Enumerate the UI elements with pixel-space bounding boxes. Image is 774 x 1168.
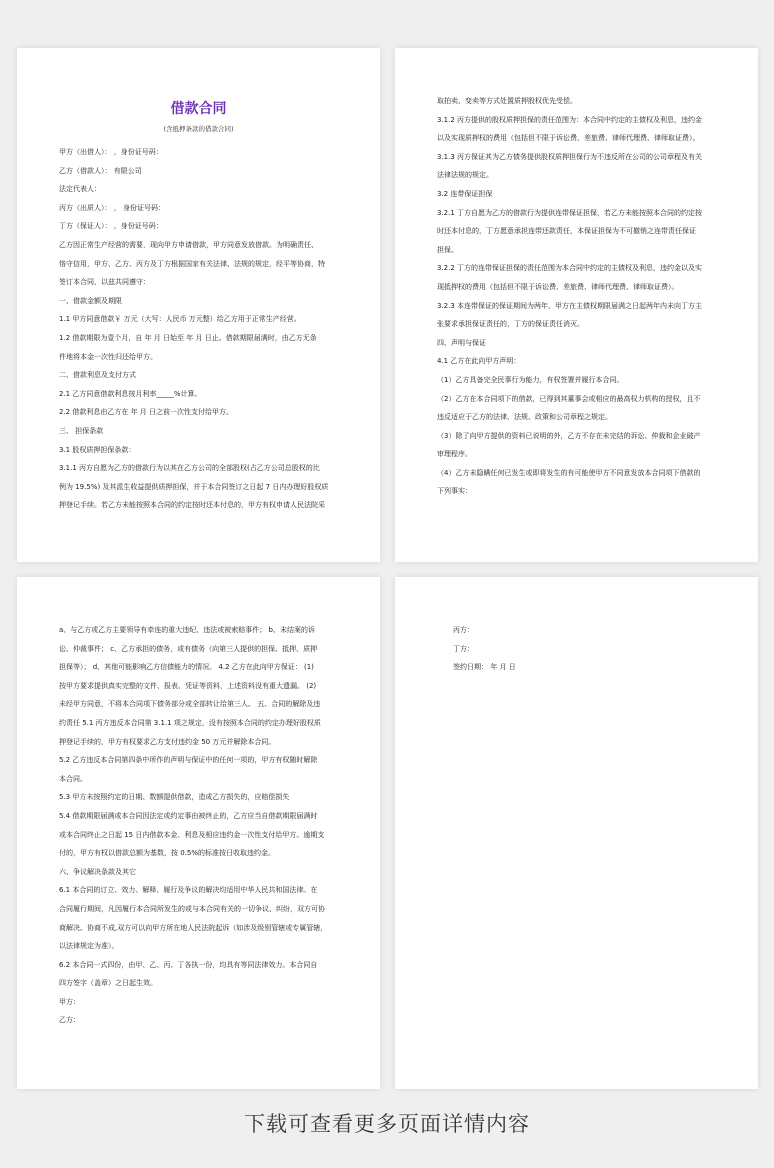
text-line: 丙方（出质人）： ， 身份证号码： [59,203,165,212]
text-line: 件地将本金一次性归还给甲方。 [59,352,157,361]
document-subtitle: (含抵押条款的借款合同) [163,125,234,133]
text-line: 乙方： [59,1016,80,1025]
text-line: 取拍卖、变卖等方式处置质押股权优先受偿。 [437,97,577,105]
text-line: 6.2 本合同一式四份，由甲、乙、丙、丁各执一份，均具有等同法律效力。本合同自 [59,960,318,969]
text-line: 以法律规定为准）。 [59,942,119,951]
text-line: 付的，甲方有权以借款总额为基数，按 0.5%的标准按日收取违约金。 [59,849,276,858]
text-line: 二、借款利息及支付方式 [59,371,136,380]
text-line: 违反适应于乙方的法律、法规、政策和公司章程之规定。 [437,413,612,422]
text-line: 约责任 5.1 丙方违反本合同第 3.1.1 项之规定，没有按照本合同的约定办理好股权质 [59,718,321,727]
text-line: （4）乙方未隐瞒任何已发生或即将发生的有可能使甲方不同意发放本合同项下借款的 [437,468,701,477]
text-line: 3.1.3 丙方保证其为乙方债务提供股权质押担保行为不违反所在公司的公司章程及有关 [437,152,703,161]
text-line: 甲方： [59,997,80,1006]
text-line: 2.1 乙方同意借款利息按月利率_____%计算。 [59,389,202,398]
text-line: 恪守信用，甲方、乙方、丙方及丁方根据国家有关法律、法规的规定，经平等协商，特 [59,259,325,268]
download-more-caption[interactable]: 下载可查看更多页面详情内容 [244,1112,530,1136]
text-line: 丁方： [453,644,474,653]
text-line: 3.2.3 本连带保证的保证期间为两年，甲方在主债权期限届满之日起两年内未向丁方主 [437,301,703,310]
text-line: 押登记手续的，甲方有权要求乙方支付违约金 50 万元并解除本合同。 [59,737,276,746]
text-line: 丁方（保证人）： ，身份证号码： [59,222,163,231]
text-line: 例为 19.5%) 及其派生收益提供质押担保，并于本合同签订之日起 7 日内办理好股权质 [59,482,329,491]
document-page-4 [395,577,758,1089]
text-line: 以及实现质押权的费用（包括但不限于诉讼费、差旅费、律师代理费、律师取证费）。 [437,134,700,143]
text-line: 现抵押权的费用（包括但不限于诉讼费、差旅费、律师代理费、律师取证费）。 [437,282,679,291]
document-page-1 [17,48,380,562]
text-line: （2）乙方在本合同项下的借款，已得到其董事会或相应的最高权力机构的授权，且不 [437,394,701,403]
text-line: 3.1.1 丙方自愿为乙方的借款行为以其在乙方公司的全部股权(占乙方公司总股权的比 [59,464,320,473]
text-line: 三、 担保条款 [59,426,104,435]
text-line: （3）除了向甲方提供的资料已说明的外，乙方不存在未完结的诉讼、仲裁和企业破产 [437,431,701,440]
text-line: 担保等）； d、其他可能影响乙方信债能力的情况。 4.2 乙方在此向甲方保证： (1) [59,663,314,672]
text-line: 一、借款金额及期限 [59,296,122,305]
text-line: 按甲方要求提供真实完整的文件、报表、凭证等资料，上述资料没有重大遗漏。 (2) [59,681,317,690]
text-line: 2.2 借款利息由乙方在 年 月 日之前一次性支付给甲方。 [59,408,234,417]
text-line: 或本合同终止之日起 15 日内借款本金、利息及相应违约金一次性支付给甲方。逾期支 [59,830,325,839]
text-line: 3.2 连带保证担保 [437,189,493,198]
text-line: 张要求承担保证责任的，丁方的保证责任消灭。 [437,320,584,329]
text-line: 押登记手续。若乙方未能按照本合同的约定按时还本付息的，甲方有权申请人民法院采 [59,501,325,510]
document-page-2 [395,48,758,562]
text-line: 丙方： [453,626,474,634]
text-line: 未经甲方同意，不将本合同项下债务部分或全部转让给第三人。 五、合同的解除及违 [59,700,321,709]
text-line: 6.1 本合同的订立、效力、解释、履行及争议的解决均适用中华人民共和国法律。在 [59,886,318,895]
text-line: 乙方因正常生产经营的需要，现向甲方申请借款，甲方同意发放借款。为明确责任、 [59,240,318,249]
document-page-3 [17,577,380,1089]
text-line: 5.2 乙方违反本合同第四条中所作的声明与保证中的任何一项的，甲方有权随时解除 [59,756,318,765]
text-line: 4.1 乙方在此向甲方声明： [437,357,521,366]
text-line: 5.4 借款期限届满或本合同因法定或约定事由被终止的，乙方应当自借款期限届满时 [59,811,318,820]
text-line: 3.2.2 丁方的连带保证担保的责任范围为本合同中约定的主债权及利息，违约金以及实 [437,264,703,273]
text-line: 合同履行期间，凡因履行本合同所发生的或与本合同有关的一切争议、纠纷，双方可协 [59,904,325,913]
page-1-body [59,143,348,515]
page-2-body [437,92,726,501]
text-line: 法律法规的规定。 [437,171,493,180]
text-line: a、与乙方或乙方主要领导有牵连的重大违纪、违法或被索赔事件； b、未结案的诉 [59,626,315,634]
text-line: 审理程序。 [437,450,472,459]
text-line: 5.3 甲方未按照约定的日期、数额提供借款，造成乙方损失的，应赔偿损失 [59,793,290,802]
text-line: 讼、仲裁事件； c、乙方承担的债务，或有债务（向第三人提供的担保、抵押、质押 [59,644,318,653]
text-line: 1.2 借款期限为壹个月，自 年 月 日始至 年 月 日止。借款期限届满时，由乙方无条 [59,333,317,342]
text-line: 六、争议解决条款及其它 [59,867,136,876]
text-line: 3.1.2 丙方提供的股权质押担保的责任范围为：本合同中约定的主债权及利息，违约金 [437,115,703,124]
page-4-body [453,621,726,677]
text-line: 3.2.1 丁方自愿为乙方的借款行为提供连带保证担保，若乙方未能按照本合同的约定按 [437,208,703,217]
page-3-body [59,621,348,1030]
text-line: 下列事实： [437,487,472,496]
text-line: （1）乙方具备完全民事行为能力，有权签署并履行本合同。 [437,375,624,384]
text-line: 商解决。协商不成,双方可以向甲方所在地人民法院起诉（如涉及级别管辖或专属管辖， [59,923,328,932]
text-line: 担保。 [437,245,458,254]
text-line: 法定代表人： [59,185,101,194]
text-line: 甲方（出借人）： ，身份证号码： [59,148,163,156]
text-line: 四方签字（盖章）之日起生效。 [59,979,157,988]
text-line: 签订本合同，以兹共同遵守： [59,278,150,287]
text-line: 本合同。 [59,774,87,783]
text-line: 签约日期： 年 月 日 [453,663,516,672]
text-line: 乙方（借款人）： 有限公司 [59,166,142,175]
document-title: 借款合同 [170,101,227,117]
text-line: 四、声明与保证 [437,338,486,347]
text-line: 3.1 股权质押担保条款： [59,445,136,454]
text-line: 1.1 甲方同意借款￥ 万元（大写：人民币 万元整）给乙方用于正常生产经营。 [59,315,301,324]
text-line: 时还本付息的，丁方愿意承担连带还款责任，本保证担保为不可撤销之连带责任保证 [437,227,696,236]
